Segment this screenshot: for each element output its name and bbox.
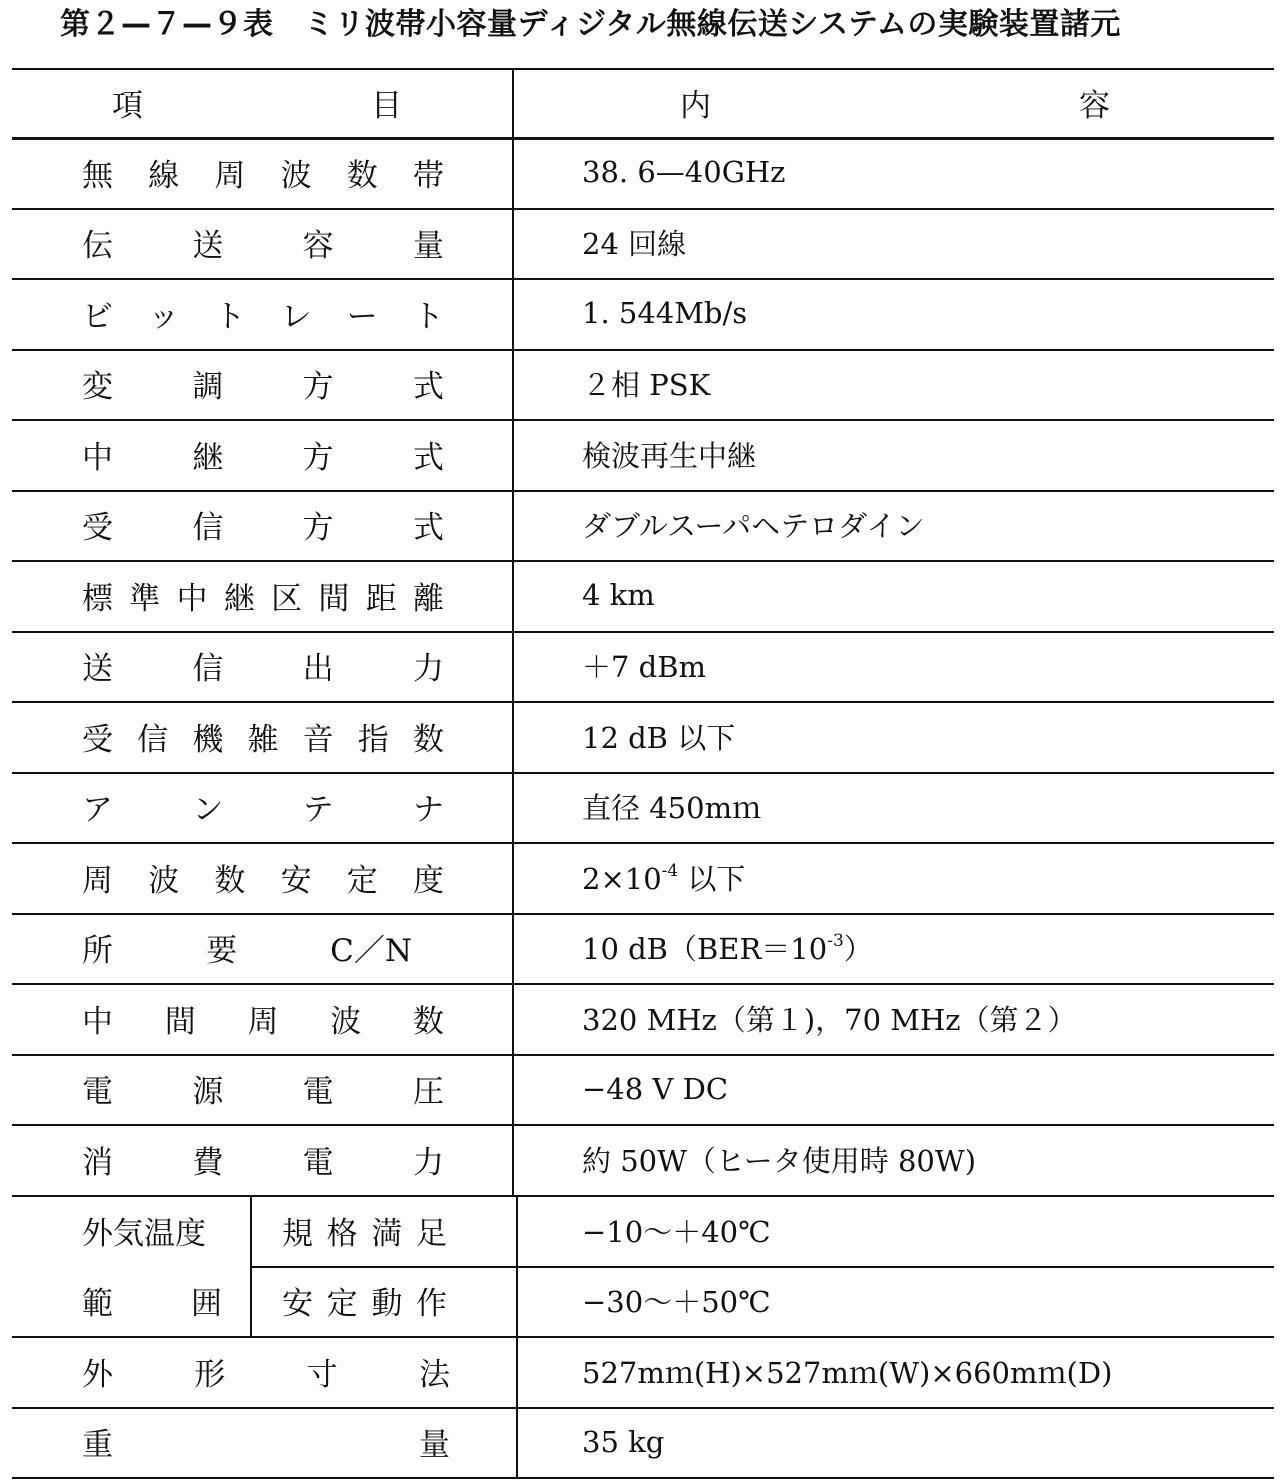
label-char: 力 (412, 651, 444, 688)
label-char: 源 (192, 1074, 224, 1111)
row-value: ＋7 dBm (582, 650, 707, 685)
label-char: 継 (192, 439, 224, 476)
row-label (82, 208, 444, 279)
label-char: 間 (318, 580, 350, 617)
row-value: 38. 6—40GHz (582, 155, 786, 190)
value-base: 10 dB（BER＝10 (582, 932, 828, 967)
label-char: 容 (1079, 87, 1110, 124)
sub-row-divider (252, 1266, 1274, 1268)
label-char: 中 (82, 439, 113, 476)
row-value: 24 回線 (582, 227, 687, 262)
label-char: 形 (194, 1356, 226, 1393)
row-label (82, 560, 444, 631)
row-value: −48 V DC (582, 1071, 729, 1106)
label-char: 内 (680, 87, 711, 124)
label-char: 出 (302, 651, 334, 688)
column-divider (516, 1195, 518, 1477)
row-divider (12, 1477, 1274, 1479)
label-char: ッ (148, 298, 180, 335)
label-char: レ (280, 298, 312, 335)
label-char: 量 (419, 1427, 450, 1464)
label-char: 信 (192, 651, 224, 688)
label-char: 式 (412, 439, 444, 476)
label-char: 周 (214, 157, 246, 194)
label-char: 送 (192, 228, 224, 265)
label-char: 標 (82, 580, 113, 617)
row-value: ２相 PSK (582, 368, 711, 403)
label-char: 電 (82, 1074, 113, 1111)
label-char: 中 (176, 580, 208, 617)
label-char: 変 (82, 369, 113, 406)
label-char: 雑 (247, 721, 279, 758)
label-char: ナ (412, 792, 444, 829)
label-char: 波 (330, 1003, 362, 1040)
label-char: 外 (82, 1356, 113, 1393)
sub-label (282, 1266, 447, 1337)
label-char: 信 (192, 510, 224, 547)
table-title: 第２—７—９表 ミリ波帯小容量ディジタル無線伝送システムの実験装置諸元 (60, 7, 1121, 42)
label-char: 間 (164, 1003, 196, 1040)
label-char: 規 (282, 1215, 313, 1252)
label-char: ト (214, 298, 246, 335)
label-char: 費 (192, 1144, 224, 1181)
row-value: 320 MHz（第１)，70 MHz（第２） (582, 1002, 1077, 1037)
group-label-bottom (82, 1266, 222, 1337)
label-char: ビ (82, 298, 113, 335)
row-value: 35 kg (582, 1424, 665, 1459)
label-char: 定 (346, 862, 378, 899)
value-tail: ） (843, 932, 873, 967)
label-char: 圧 (412, 1074, 444, 1111)
row-label (82, 772, 444, 843)
label-char: 機 (192, 721, 224, 758)
label-char: 方 (302, 439, 334, 476)
row-label (82, 419, 444, 490)
column-divider (250, 1195, 252, 1336)
header-content (680, 68, 1110, 136)
label-char: 所 (82, 933, 113, 970)
header-item (112, 68, 402, 136)
label-char: 指 (357, 721, 389, 758)
label-char: 区 (271, 580, 303, 617)
label-char: 量 (412, 228, 444, 265)
row-value: 約 50W（ヒータ使用時 80W) (582, 1143, 977, 1178)
sub-label (282, 1195, 447, 1266)
row-label (82, 913, 412, 984)
label-char: 範 (82, 1286, 113, 1323)
row-label (82, 137, 444, 208)
label-char: 離 (412, 580, 444, 617)
row-label (82, 1054, 444, 1125)
label-char: 数 (346, 157, 378, 194)
row-value: 検波再生中継 (582, 438, 757, 473)
label-char: 消 (82, 1144, 113, 1181)
row-value: 527mｍ(H)×527mｍ(W)×660mｍ(D) (582, 1355, 1113, 1390)
label-char: 法 (418, 1356, 450, 1393)
label-char: 電 (302, 1074, 334, 1111)
label-char: 安 (280, 862, 312, 899)
label-char: 足 (415, 1215, 447, 1252)
label-char: 寸 (306, 1356, 338, 1393)
value-text (582, 927, 873, 968)
label-char: 送 (82, 651, 113, 688)
row-label (82, 631, 444, 702)
label-char: 周 (247, 1003, 279, 1040)
row-value: 1. 544Mb/s (582, 296, 748, 331)
label-char: 伝 (82, 228, 113, 265)
row-value (582, 842, 745, 913)
label-char: 無 (82, 157, 113, 194)
value-tail: 以下 (678, 861, 746, 896)
row-label (82, 842, 444, 913)
label-char: 方 (302, 510, 334, 547)
label-char: 動 (371, 1286, 403, 1323)
label-char: ー (346, 298, 378, 335)
label-char: ト (412, 298, 444, 335)
row-label (82, 701, 444, 772)
value-exponent: -4 (661, 860, 679, 881)
label-char: 音 (302, 721, 334, 758)
label-char: 信 (137, 721, 169, 758)
group-label-top: 外気温度 (82, 1215, 206, 1252)
label-char: 波 (280, 157, 312, 194)
label-char: 力 (412, 1144, 444, 1181)
value-exponent: -3 (827, 931, 844, 952)
row-value: ダブルスーパヘテロダイン (582, 509, 925, 544)
row-value: 4 km (582, 578, 655, 613)
row-value: 直径 450mｍ (582, 791, 762, 826)
row-label (82, 490, 444, 561)
label-char: 数 (413, 1003, 444, 1040)
row-value: −10〜＋40℃ (582, 1214, 771, 1249)
row-label (82, 983, 444, 1054)
row-label (82, 1407, 450, 1478)
row-value: −30〜＋50℃ (582, 1285, 771, 1320)
label-char: 波 (148, 862, 180, 899)
row-label (82, 1336, 450, 1407)
row-value (582, 913, 873, 984)
value-base: 2×10 (582, 861, 662, 896)
label-char: 式 (412, 510, 444, 547)
label-char: 周 (82, 862, 113, 899)
label-char: 距 (365, 580, 397, 617)
label-char: 中 (82, 1003, 113, 1040)
value-text (582, 857, 745, 898)
row-label (82, 278, 444, 349)
label-char: 安 (282, 1286, 313, 1323)
label-char: 数 (412, 721, 444, 758)
label-char: ン (192, 792, 224, 829)
label-char: 要 (206, 933, 238, 970)
row-value: 12 dB 以下 (582, 720, 736, 755)
label-char: 継 (223, 580, 255, 617)
label-char: 容 (302, 228, 334, 265)
label-char: 帯 (412, 157, 444, 194)
label-char: 受 (82, 510, 113, 547)
label-char: 受 (82, 721, 113, 758)
label-char: 準 (129, 580, 161, 617)
label-char: 項 (112, 87, 143, 124)
label-char: 満 (371, 1215, 403, 1252)
label-char: 調 (192, 369, 224, 406)
label-char: 作 (415, 1286, 447, 1323)
label-char: テ (302, 792, 334, 829)
label-char: 方 (302, 369, 334, 406)
label-char: 度 (412, 862, 444, 899)
label-char: 格 (326, 1215, 358, 1252)
label-char: 囲 (191, 1286, 222, 1323)
label-char: ア (82, 792, 113, 829)
label-char: 定 (326, 1286, 358, 1323)
label-char: 線 (148, 157, 180, 194)
column-divider (512, 68, 514, 1195)
row-label (82, 1124, 444, 1195)
label-char: 式 (412, 369, 444, 406)
label-char: 数 (214, 862, 246, 899)
label-char: C／N (330, 933, 412, 970)
label-char: 電 (302, 1144, 334, 1181)
row-label (82, 349, 444, 420)
label-char: 目 (371, 87, 402, 124)
label-char: 重 (82, 1427, 113, 1464)
